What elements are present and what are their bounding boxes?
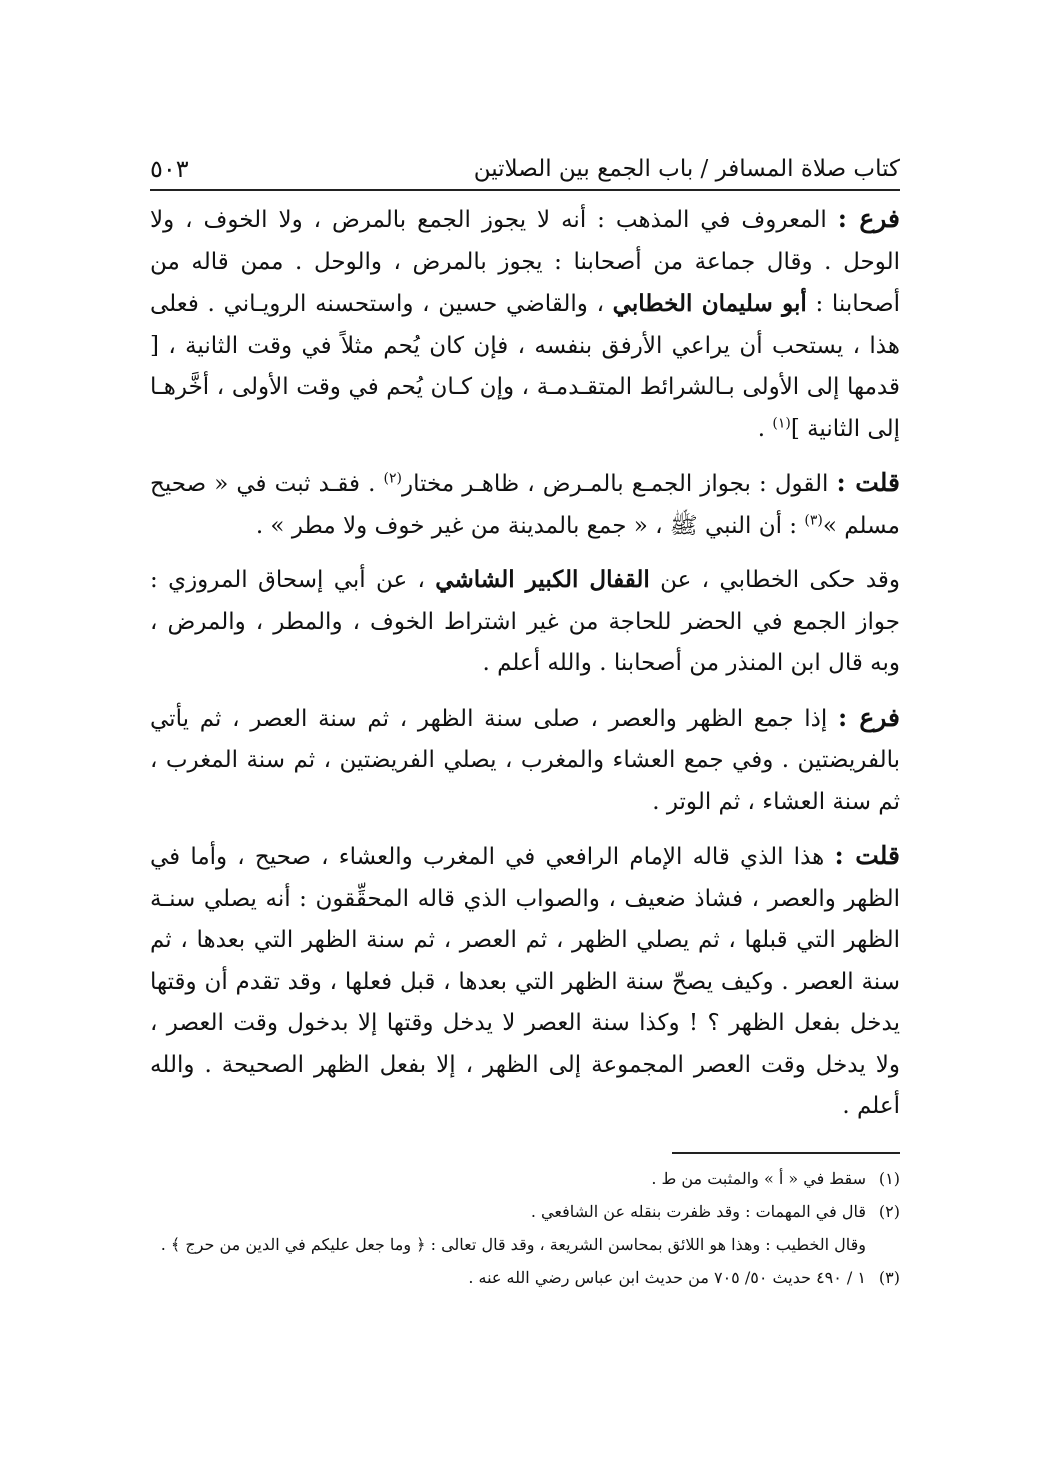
paragraph-lead: فرع : [838,702,900,732]
footnote-ref: (٢) [383,470,402,487]
footnote-2-continuation [150,1228,900,1261]
footnote-number: (٣) [878,1268,900,1287]
scholar-name: القفال الكبير الشاشي [435,566,650,593]
footnote-text: ١ / ٤٩٠ حديث ٥٠/ ٧٠٥ من حديث ابن عباس رضي الله عنه . [468,1268,866,1287]
scholar-name: أبو سليمان الخطابي [612,290,807,317]
page-number: ٥٠٣ [150,155,189,183]
header-rule [150,189,900,191]
footnote-ref: (٣) [804,511,823,528]
paragraph-text: . فقـد ثبت في « صحيح مسلم » [150,471,900,539]
footnote-text: قال في المهمات : وقد ظفرت بنقله عن الشافعي . [530,1202,866,1221]
paragraph-lead: قلت : [836,468,900,497]
footnote-ref: (١) [772,414,791,431]
paragraph-text: ، والقاضي حسين ، واستحسنه الرويـاني . فعلى هذا ، يستحب أن يراعي الأرفق بنفسه ، فإن كان يُحم مثلاً في وقت الثانية ، [ قدمها إلى الأولى بـالشرائط المتقـدمـة ، وإن كـان يُحم في وقت الأولى ، أخَّرهـا إلى الثانية ] [150,291,900,442]
paragraph-text: هذا الذي قاله الإمام الرافعي في المغرب والعشاء ، صحيح ، وأما في الظهر والعصر ، فشاذ ضعيف ، والصواب الذي قاله المحقِّقون : أنه يصلي سنـة الظهر التي قبلها ، ثم يصلي الظهر ، ثم العصر ، ثم سنة الظهر التي بعدها ، ثم سنة العصر . وكيف يصحّ سنة الظهر التي بعدها ، قبل فعلها ، وقد تقدم أن وقتها يدخل بفعل الظهر ؟ ! وكذا سنة العصر لا يدخل وقتها إلا بدخول وقت العصر ، ولا يدخل وقت العصر المجموعة إلى الظهر ، إلا بفعل الظهر الصحيحة . والله أعلم . [150,844,900,1119]
footnote-text: وقال الخطيب : وهذا هو اللائق بمحاسن الشريعة ، وقد قال تعالى : ﴿ وما جعل عليكم في الدين من حرج ﴾ . [160,1235,866,1254]
paragraph-lead: فرع : [837,204,900,233]
main-text [150,198,900,1140]
footnote-number: (٢) [878,1202,900,1221]
footnote-number: (١) [878,1169,900,1188]
paragraph-qultu-1 [150,462,900,547]
paragraph-text: ، عن أبي إسحاق المروزي : جواز الجمع في الحضر للحاجة من غير اشتراط الخوف ، والمطر ، والمرض ، وبه قال ابن المنذر من أصحابنا . والله أعلم . [150,567,900,676]
footnote-text: سقط في « أ » والمثبت من ط . [651,1169,866,1188]
paragraph-lead: قلت : [834,841,900,870]
paragraph-khattabi [150,559,900,685]
footnote-2 [150,1195,900,1228]
paragraph-far-1 [150,198,900,450]
running-title: كتاب صلاة المسافر / باب الجمع بين الصلاتين [473,156,900,182]
paragraph-text: المعروف في المذهب : أنه لا يجوز الجمع بالمرض ، ولا الخوف ، ولا الوحل . وقال جماعة من أصحابنا : يجوز بالمرض ، والوحل . ممن قاله من أصحابنا : [150,207,901,317]
footnotes [150,1162,900,1294]
paragraph-text: : أن النبي ﷺ ، « جمع بالمدينة من غير خوف ولا مطر » . [255,512,805,539]
paragraph-text: . [757,415,773,442]
footnote-rule [672,1152,900,1154]
footnote-1 [150,1162,900,1195]
paragraph-text: إذا جمع الظهر والعصر ، صلى سنة الظهر ، ثم سنة العصر ، ثم يأتي بالفريضتين . وفي جمع العشاء والمغرب ، يصلي الفريضتين ، ثم سنة المغرب ، ثم سنة العشاء ، ثم الوتر . [150,705,900,815]
paragraph-text: وقد حكى الخطابي ، عن [649,567,901,593]
page-header [150,140,900,184]
paragraph-far-2 [150,697,900,824]
footnote-3 [150,1261,900,1294]
paragraph-text: القول : بجواز الجمـع بالمـرض ، ظاهـر مختار [401,471,837,497]
paragraph-qultu-2 [150,835,900,1128]
